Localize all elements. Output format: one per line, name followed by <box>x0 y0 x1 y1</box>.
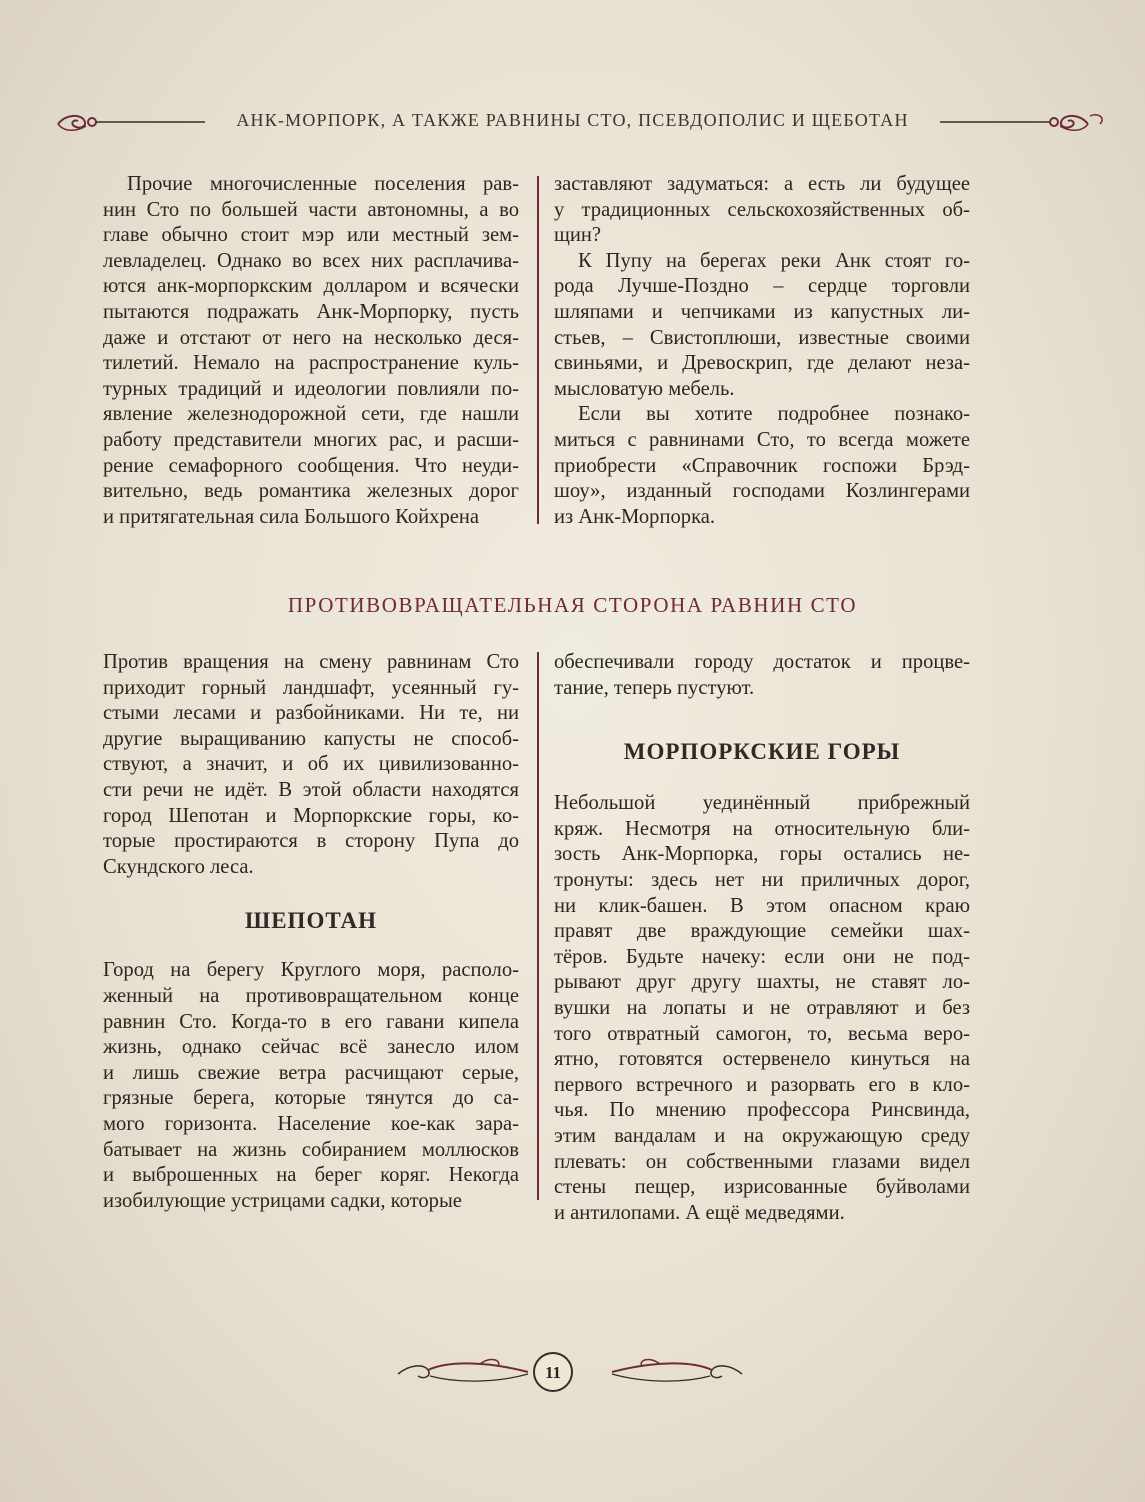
top-column-divider <box>537 176 539 524</box>
text-line: мого горизонта. Население кое-как зара- <box>103 1112 519 1135</box>
top-left-column <box>103 172 519 530</box>
heading-shepotan: ШЕПОТАН <box>244 908 378 934</box>
text-line: из Анк-Морпорка. <box>554 505 716 528</box>
text-line: рение семафорного сообщения. Что неуди- <box>103 454 519 477</box>
text-line: турных традиций и идеологии повлияли по- <box>103 377 519 400</box>
text-line: Прочие многочисленные поселения рав- <box>127 173 519 195</box>
top-right-column <box>554 172 970 530</box>
text-line: Скундского леса. <box>103 855 254 878</box>
text-line: и лишь свежие ветра расчищают серые, <box>103 1061 519 1084</box>
text-line: обеспечивали городу достаток и процве- <box>554 651 970 673</box>
text-line: вушки на лопаты и не отравляют и без <box>554 996 970 1019</box>
text-line: К Пупу на берегах реки Анк стоят го- <box>578 249 970 272</box>
text-line: тание, теперь пустуют. <box>554 676 755 699</box>
bottom-left-column <box>103 650 519 1214</box>
text-line: шляпами и чепчиками из капустных ли- <box>554 300 970 323</box>
text-line: стьев, – Свистоплюши, известные своими <box>554 326 970 349</box>
text-line: тронуты: здесь нет ни приличных дорог, <box>554 868 970 891</box>
text-line: шоу», изданный господами Козлингерами <box>554 480 970 503</box>
text-line: вительно, ведь романтика железных дорог <box>103 480 519 503</box>
right-flourish-icon <box>940 108 1145 134</box>
text-line: и притягательная сила Большого Койхрена <box>103 505 480 528</box>
paragraph-counterwise <box>103 650 519 880</box>
text-line: и выброшенных на берег коряг. Некогда <box>103 1164 519 1187</box>
text-line: батывает на жизнь собиранием моллюсков <box>103 1138 519 1161</box>
text-line: этим вандалам и на окружающую среду <box>554 1124 970 1147</box>
paragraph-morpork-mountains <box>554 791 970 1226</box>
text-line: свиньями, и Древоскрип, где делают неза- <box>554 352 970 375</box>
text-line: миться с равнинами Сто, то всегда можете <box>554 428 970 451</box>
text-line: явление железнодорожной сети, где нашли <box>103 403 519 426</box>
text-line: того отвратный самогон, то, весьма веро- <box>554 1022 970 1045</box>
text-line: торые простираются в сторону Пупа до <box>103 830 519 853</box>
text-line: зость Анк-Морпорка, горы остались не- <box>554 843 970 866</box>
text-line: мысловатую мебель. <box>554 377 735 400</box>
running-header <box>0 108 1145 134</box>
text-line: тёров. Будьте начеку: если они не под- <box>554 945 970 968</box>
text-line: щин? <box>554 224 602 247</box>
paragraph-oyster-continuation <box>554 650 970 701</box>
text-line: ятно, готовятся остервенело кинуться на <box>554 1048 970 1071</box>
section-title: ПРОТИВОВРАЩАТЕЛЬНАЯ СТОРОНА РАВНИН СТО <box>287 593 858 617</box>
text-line: стыми лесами и разбойниками. Ни те, ни <box>103 702 519 725</box>
text-line: приходит горный ландшафт, усеянный гу- <box>103 676 519 699</box>
text-line: ни клик-башен. В этом опасном краю <box>554 894 970 917</box>
text-line: сти речи не идёт. В этой области находятся <box>103 778 519 801</box>
paragraph-handbook <box>554 402 970 530</box>
text-line: стены пещер, изрисованные буйволами <box>554 1176 970 1199</box>
text-line: рывают друг другу шахты, не ставят ло- <box>554 971 970 994</box>
text-line: Небольшой уединённый прибрежный <box>554 792 970 815</box>
text-line: приобрести «Справочник госпожи Брэд- <box>554 454 970 477</box>
text-line: у традиционных сельскохозяйственных об- <box>554 198 970 221</box>
text-line: чья. По мнению профессора Ринсвинда, <box>554 1099 970 1122</box>
text-line: Если вы хотите подробнее познако- <box>578 403 970 426</box>
text-line: Город на берегу Круглого моря, располо- <box>103 959 519 982</box>
text-line: работу представители многих рас, и расши- <box>103 428 519 451</box>
text-line: и антилопами. А ещё медведями. <box>554 1201 845 1224</box>
page-footer <box>390 1350 750 1396</box>
text-line: заставляют задуматься: а есть ли будущее <box>554 173 970 195</box>
running-title: АНК-МОРПОРК, А ТАКЖЕ РАВНИНЫ СТО, ПСЕВДОПОЛИС И ЩЕБОТАН <box>236 110 909 130</box>
text-line: пытаются подражать Анк-Морпорку, пусть <box>103 300 519 323</box>
paragraph-continuation <box>554 172 970 249</box>
text-line: кряж. Несмотря на относительную бли- <box>554 817 970 840</box>
text-line: левладелец. Однако во всех них расплачива- <box>103 249 519 272</box>
text-line: плевать: он собственными глазами видел <box>554 1150 970 1173</box>
intro-paragraph-planes <box>103 172 519 530</box>
text-line: жизнь, однако сейчас всё занесло илом <box>103 1036 519 1059</box>
text-line: нин Сто по большей части автономны, а во <box>103 198 519 221</box>
text-line: город Шепотан и Морпоркские горы, ко- <box>103 804 519 827</box>
text-line: Против вращения на смену равнинам Сто <box>103 651 519 673</box>
paragraph-shepotan <box>103 958 519 1214</box>
text-line: изобилующие устрицами садки, которые <box>103 1189 462 1212</box>
text-line: даже и отстают от него на несколько деся- <box>103 326 519 349</box>
heading-morpork-mountains: МОРПОРКСКИЕ ГОРЫ <box>623 739 901 765</box>
bottom-right-column <box>554 650 970 1226</box>
text-line: другие выращиванию капусты не способ- <box>103 727 519 750</box>
text-line: правят две враждующие семейки шах- <box>554 920 970 943</box>
text-line: ются анк-морпоркским долларом и всячески <box>103 275 519 298</box>
bottom-column-divider <box>537 652 539 1200</box>
text-line: равнин Сто. Когда-то в его гавани кипела <box>103 1010 519 1033</box>
text-line: главе обычно стоит мэр или местный зем- <box>103 224 519 247</box>
text-line: грязные берега, которые тянутся до са- <box>103 1087 519 1110</box>
left-flourish-icon <box>0 108 205 134</box>
text-line: рода Лучше-Поздно – сердце торговли <box>554 275 970 298</box>
text-line: женный на противовращательном конце <box>103 984 519 1007</box>
page-number: 11 <box>533 1352 573 1392</box>
text-line: ствуют, а значит, и об их цивилизованно- <box>103 753 519 776</box>
text-line: первого встречного и разорвать его в кло- <box>554 1073 970 1096</box>
paragraph-pup-towns <box>554 249 970 403</box>
text-line: тилетий. Немало на распространение куль- <box>103 352 519 375</box>
